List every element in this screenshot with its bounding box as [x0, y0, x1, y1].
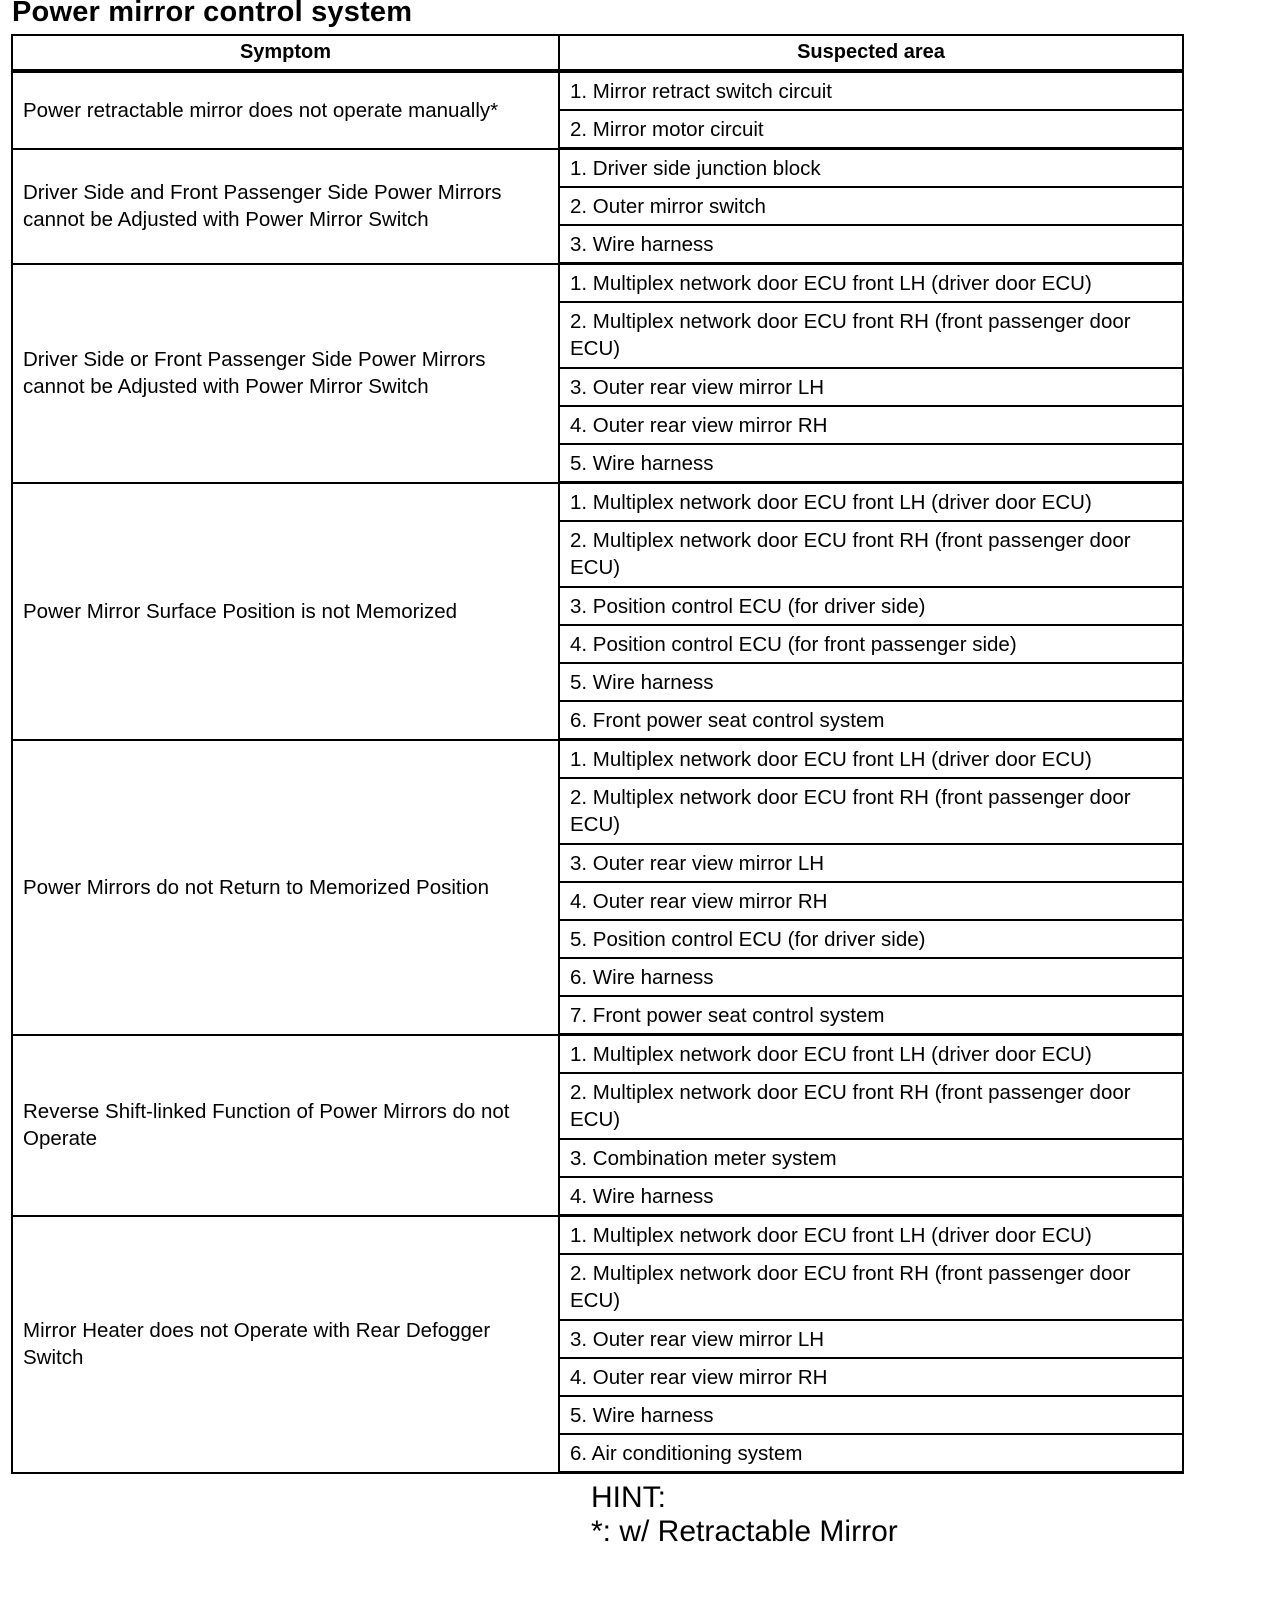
suspected-area-cell: 1. Multiplex network door ECU front LH (driver door ECU)	[559, 1216, 1183, 1255]
suspected-area-cell: 2. Multiplex network door ECU front RH (front passenger door ECU)	[559, 1073, 1183, 1139]
symptom-cell: Power retractable mirror does not operate manually*	[12, 71, 559, 149]
suspected-area-cell: 1. Driver side junction block	[559, 149, 1183, 188]
suspected-area-cell: 1. Multiplex network door ECU front LH (driver door ECU)	[559, 483, 1183, 522]
suspected-area-cell: 4. Outer rear view mirror RH	[559, 882, 1183, 920]
suspected-area-cell: 4. Outer rear view mirror RH	[559, 1358, 1183, 1396]
suspected-area-cell: 2. Multiplex network door ECU front RH (front passenger door ECU)	[559, 302, 1183, 368]
symptom-cell: Power Mirrors do not Return to Memorized Position	[12, 740, 559, 1035]
table-row	[12, 264, 1183, 303]
suspected-area-cell: 2. Multiplex network door ECU front RH (front passenger door ECU)	[559, 1254, 1183, 1320]
suspected-area-cell: 5. Position control ECU (for driver side)	[559, 920, 1183, 958]
suspected-area-cell: 2. Mirror motor circuit	[559, 110, 1183, 149]
symptom-column-header: Symptom	[12, 35, 559, 71]
symptom-cell: Mirror Heater does not Operate with Rear Defogger Switch	[12, 1216, 559, 1473]
suspected-area-cell: 4. Position control ECU (for front passenger side)	[559, 625, 1183, 663]
symptom-cell: Power Mirror Surface Position is not Memorized	[12, 483, 559, 740]
table-row	[12, 1035, 1183, 1074]
table-row	[12, 149, 1183, 188]
suspected-area-cell: 4. Wire harness	[559, 1177, 1183, 1216]
suspected-area-cell: 6. Front power seat control system	[559, 701, 1183, 740]
suspected-area-cell: 6. Air conditioning system	[559, 1434, 1183, 1473]
table-row	[12, 483, 1183, 522]
suspected-area-cell: 3. Combination meter system	[559, 1139, 1183, 1177]
suspected-area-cell: 3. Outer rear view mirror LH	[559, 1320, 1183, 1358]
suspected-area-cell: 7. Front power seat control system	[559, 996, 1183, 1035]
symptom-cell: Driver Side and Front Passenger Side Power Mirrors cannot be Adjusted with Power Mirror Switch	[12, 149, 559, 264]
symptom-cell: Reverse Shift-linked Function of Power Mirrors do not Operate	[12, 1035, 559, 1216]
suspected-area-cell: 5. Wire harness	[559, 1396, 1183, 1434]
table-row	[12, 71, 1183, 110]
hint-label: HINT:	[591, 1481, 666, 1514]
table-row	[12, 1216, 1183, 1255]
suspected-area-cell: 2. Multiplex network door ECU front RH (front passenger door ECU)	[559, 521, 1183, 587]
suspected-area-cell: 1. Mirror retract switch circuit	[559, 71, 1183, 110]
suspected-area-cell: 1. Multiplex network door ECU front LH (driver door ECU)	[559, 1035, 1183, 1074]
hint-footnote: *: w/ Retractable Mirror	[591, 1515, 898, 1548]
suspected-area-cell: 3. Outer rear view mirror LH	[559, 368, 1183, 406]
suspected-area-cell: 1. Multiplex network door ECU front LH (driver door ECU)	[559, 740, 1183, 779]
table-header-row	[12, 35, 1183, 71]
suspected-area-cell: 5. Wire harness	[559, 444, 1183, 483]
hint-note	[591, 1481, 898, 1549]
suspected-area-cell: 3. Wire harness	[559, 225, 1183, 264]
table-row	[12, 740, 1183, 779]
symptom-cell: Driver Side or Front Passenger Side Power Mirrors cannot be Adjusted with Power Mirror Switch	[12, 264, 559, 483]
suspected-area-cell: 3. Position control ECU (for driver side)	[559, 587, 1183, 625]
suspected-area-cell: 1. Multiplex network door ECU front LH (driver door ECU)	[559, 264, 1183, 303]
table-body	[12, 71, 1183, 1473]
suspected-area-cell: 2. Multiplex network door ECU front RH (front passenger door ECU)	[559, 778, 1183, 844]
symptom-table	[11, 34, 1184, 1474]
suspected-area-cell: 3. Outer rear view mirror LH	[559, 844, 1183, 882]
page-title: Power mirror control system	[12, 0, 413, 28]
suspected-area-cell: 5. Wire harness	[559, 663, 1183, 701]
suspected-area-cell: 4. Outer rear view mirror RH	[559, 406, 1183, 444]
suspected-area-column-header: Suspected area	[559, 35, 1183, 71]
suspected-area-cell: 6. Wire harness	[559, 958, 1183, 996]
suspected-area-cell: 2. Outer mirror switch	[559, 187, 1183, 225]
